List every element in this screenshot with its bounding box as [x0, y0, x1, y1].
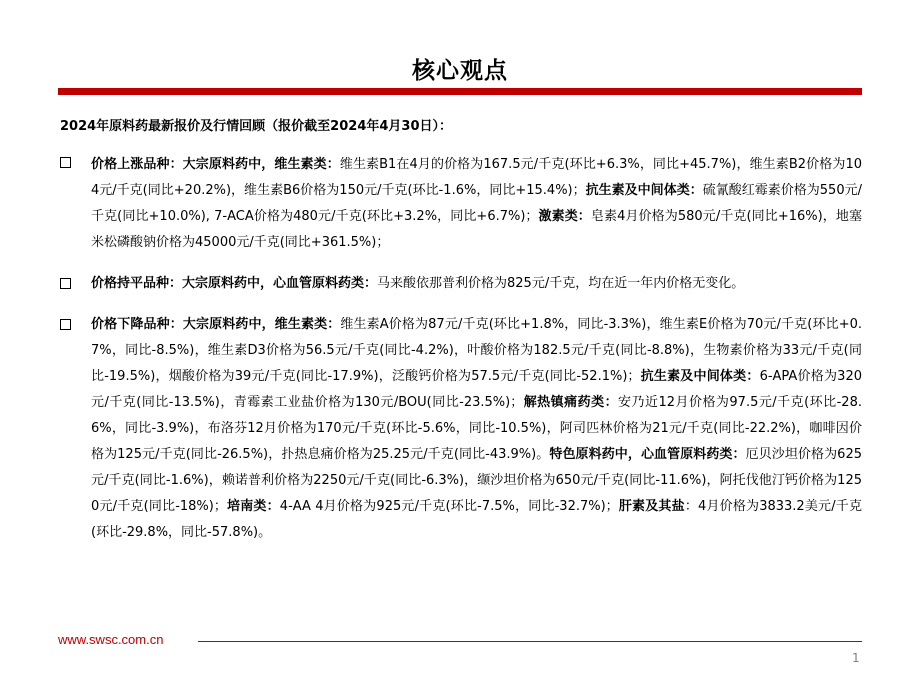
text-segment: 维生素B1在4月的价格为167.5元/千克(环比+6.3%，同比+45.7%)，维生素B2价格为104元/千克(同比+20.2%)，维生素B6价格为150元/千克(环比-1.6%，同比+15.4%)；	[91, 157, 862, 198]
text-segment: 安乃近12月价格为97.5元/千克(环比-28.6%，同比-3.9%)，布洛芬12月价格为170元/千克(环比-5.6%，同比-10.5%)，阿司匹林价格为21元/千克(同比-22.2%)，咖啡因价格为125元/千克(同比-26.5%)，扑热息痛价格为25.25元/千克(同比-43.9%)。	[91, 395, 862, 462]
text-segment: 皂素4月价格为580元/千克(同比+16%)，地塞米松磷酸钠价格为45000元/千克(同比+361.5%)；	[91, 209, 862, 250]
footer-url[interactable]: www.swsc.com.cn	[58, 632, 164, 647]
bullet-square-icon	[60, 278, 71, 289]
page-number: 1	[852, 651, 860, 665]
text-segment: 解热镇痛药类：	[523, 395, 619, 410]
text-segment: 价格上涨品种：大宗原料药中，维生素类：	[91, 157, 340, 172]
subtitle: 2024年原料药最新报价及行情回顾（报价截至2024年4月30日）：	[60, 119, 452, 134]
text-segment: 特色原料药中，心血管原料药类：	[549, 447, 746, 462]
text-segment: 抗生素及中间体类：	[585, 183, 703, 198]
title-divider	[58, 88, 862, 95]
paragraph-price-flat	[91, 271, 862, 297]
text-segment: 硫氰酸红霉素价格为550元/千克(同比+10.0%), 7-ACA价格为480元/千克(环比+3.2%，同比+6.7%)；	[91, 183, 862, 224]
text-segment: 4-AA 4月价格为925元/千克(环比-7.5%，同比-32.7%)；	[279, 499, 619, 514]
footer-divider	[198, 641, 862, 642]
text-segment: 培南类：	[226, 499, 280, 514]
text-segment: 厄贝沙坦价格为625元/千克(同比-1.6%)，赖诺普利价格为2250元/千克(同比-6.3%)，缬沙坦价格为650元/千克(同比-11.6%)，阿托伐他汀钙价格为1250元/千克(同比-18%)；	[91, 447, 862, 514]
bullet-square-icon	[60, 157, 71, 168]
text-segment: 价格下降品种：大宗原料药中，维生素类：	[91, 317, 341, 332]
bullet-square-icon	[60, 319, 71, 330]
text-segment: 抗生素及中间体类：	[640, 369, 760, 384]
text-segment: ：4月价格为3833.2美元/千克(环比-29.8%，同比-57.8%)。	[91, 499, 862, 540]
text-segment: 马来酸依那普利价格为825元/千克，均在近一年内价格无变化。	[377, 276, 745, 291]
page-title: 核心观点	[412, 58, 508, 84]
text-segment: 维生素A价格为87元/千克(环比+1.8%，同比-3.3%)，维生素E价格为70元/千克(环比+0.7%，同比-8.5%)，维生素D3价格为56.5元/千克(同比-4.2%)，叶酸价格为182.5元/千克(同比-8.8%)，生物素价格为33元/千克(同比-19.5%)，烟酸价格为39元/千克(同比-17.9%)，泛酸钙价格为57.5元/千克(同比-52.1%)；	[91, 317, 862, 384]
paragraph-price-fall	[91, 312, 862, 546]
text-segment: 6-APA价格为320元/千克(同比-13.5%)，青霉素工业盐价格为130元/BOU(同比-23.5%)；	[91, 369, 862, 410]
text-segment: 激素类：	[538, 209, 591, 224]
text-segment: 肝素及其盐	[618, 499, 685, 514]
text-segment: 价格持平品种：大宗原料药中，心血管原料药类：	[91, 276, 378, 291]
paragraph-price-rise	[91, 152, 862, 256]
